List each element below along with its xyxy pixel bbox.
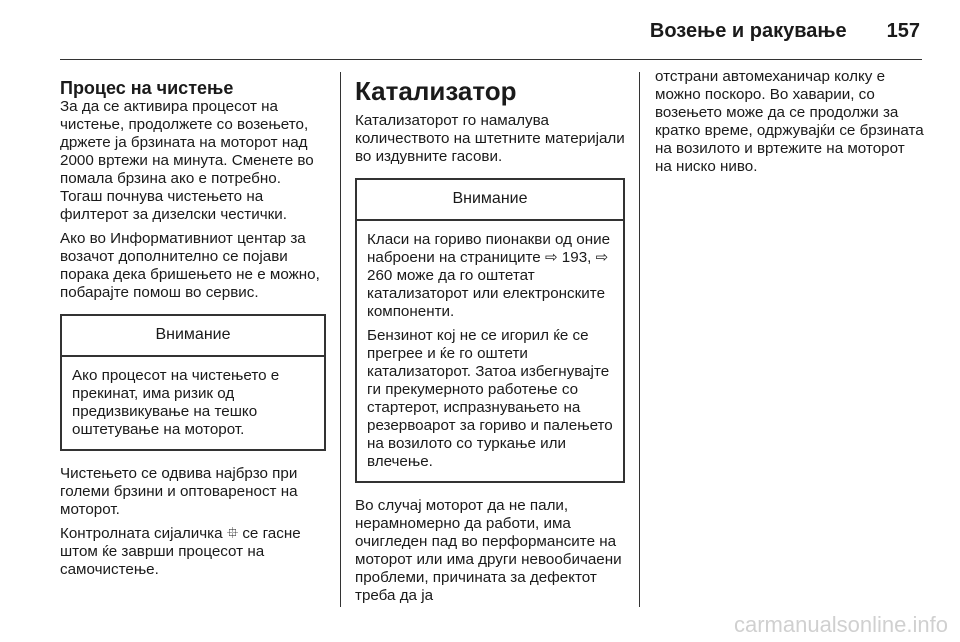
paragraph: Во случај моторот да не пали, нерамномерно да работи, има очигледен пад во перформансите на моторот или има други невообичаени проблеми, причината за дефектот треба да ја <box>355 497 622 604</box>
text-before-icon: Контролната сијаличка <box>60 525 223 542</box>
notice-body <box>357 221 623 481</box>
notice-box <box>355 178 625 483</box>
paragraph: Катализаторот го намалува количеството на штетните материјали во издувните гасови. <box>355 112 625 165</box>
notice-box <box>60 314 326 451</box>
text-after-icon: се гасне штом ќе заврши процесот на самочистење. <box>60 525 301 578</box>
notice-title: Внимание <box>357 180 623 221</box>
paragraph: отстрани автомеханичар колку е можно поскоро. Во хаварии, со возењето може да се продолжи за кратко време, одржувајќи се брзината на возилото и вртежите на моторот на ниско ниво. <box>655 68 924 175</box>
header-title: Возење и ракување <box>649 19 847 42</box>
page-ref-icon: ⇨ <box>595 249 609 266</box>
column-divider <box>340 72 341 607</box>
watermark: carmanualsonline.info <box>733 612 948 637</box>
header-rule <box>60 59 922 60</box>
page-number: 157 <box>886 19 920 42</box>
notice-body <box>62 357 324 449</box>
notice-title: Внимание <box>62 316 324 357</box>
paragraph: За да се активира процесот на чистење, продолжете со возењето, држете ја брзината на моторот над 2000 вртежи на минута. Сменете во помала брзина ако е потребно. Тогаш почнува чистењето на филтерот за дизелски честички. <box>60 98 314 223</box>
column-divider <box>639 72 640 607</box>
dpf-warning-icon: ⯐ <box>226 525 239 542</box>
section-title: Катализатор <box>355 76 517 106</box>
notice-text: Ако процесот на чистењето е прекинат, има ризик од предизвикување на тешко оштетување на моторот. <box>72 367 280 438</box>
page-ref-link[interactable]: 193, <box>561 249 592 266</box>
column-3 <box>655 68 925 182</box>
paragraph: Ако во Информативниот центар за возачот дополнително се појави порака дека бришењето не е можно, побарајте помош во сервис. <box>60 230 320 301</box>
column-2 <box>355 68 625 611</box>
page-header <box>60 18 920 44</box>
page-ref-link[interactable]: 260 <box>367 267 393 284</box>
notice-text: Бензинот кој не се игорил ќе се прегрее и ќе го оштети катализаторот. Затоа избегнувајте ги прекумерното работење со стартерот, испразнувањето на резервоарот за гориво и палењето на возилото со туркање или влечење. <box>367 327 613 470</box>
notice-text: Класи на гориво пионакви од оние наброени на страниците ⇨ 193, ⇨ 260 може да го оштетат катализаторот или електронските компоненти. <box>367 231 611 320</box>
column-1 <box>60 68 326 585</box>
page-ref-icon: ⇨ <box>544 249 558 266</box>
paragraph <box>60 525 326 579</box>
section-title: Процес на чистење <box>60 78 234 98</box>
paragraph: Чистењето се одвива најбрзо при големи брзини и оптовареност на моторот. <box>60 465 298 518</box>
